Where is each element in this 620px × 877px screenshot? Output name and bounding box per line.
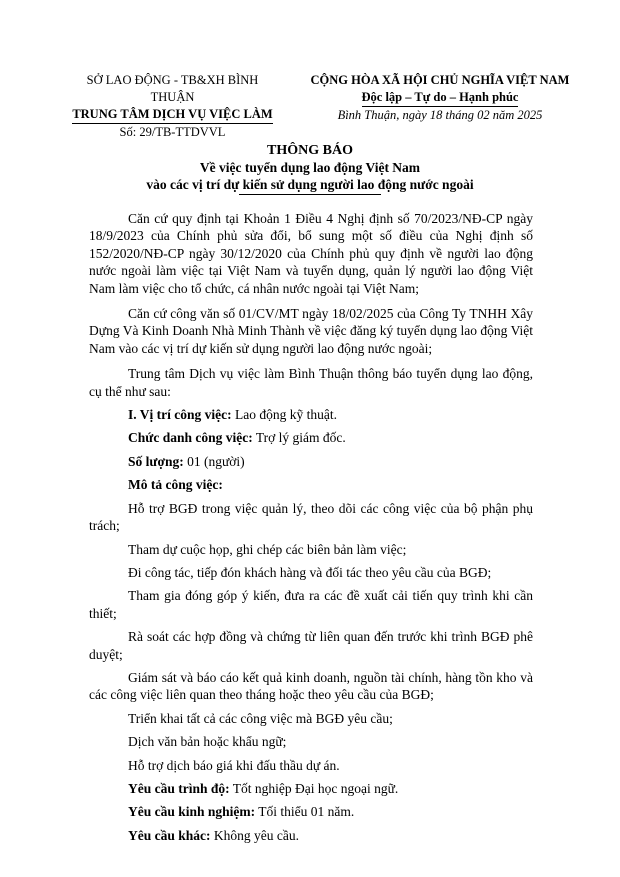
other-requirements-label: Yêu cầu khác: [128, 827, 211, 843]
task-item: Đi công tác, tiếp đón khách hàng và đối tác theo yêu cầu của BGĐ; [128, 564, 492, 580]
issuer-center [70, 106, 275, 124]
document-date: Bình Thuận, ngày 18 tháng 02 năm 2025 [337, 108, 543, 122]
job-title-value: Trợ lý giám đốc. [252, 430, 346, 446]
experience-line [89, 803, 533, 820]
job-title-label: Chức danh công việc: [128, 430, 253, 446]
task-item: Dịch văn bản hoặc khẩu ngữ; [128, 734, 287, 750]
document-body [89, 210, 533, 844]
quantity-label: Số lượng: [128, 453, 184, 469]
issuer-center-text: TRUNG TÂM DỊCH VỤ VIỆC LÀM [72, 106, 272, 124]
position-line [89, 406, 533, 423]
document-header [70, 72, 580, 139]
description-line [89, 476, 533, 493]
national-motto-block [292, 72, 588, 124]
issuer-department: SỞ LAO ĐỘNG - TB&XH BÌNH THUẬN [86, 73, 259, 104]
task-item: Giám sát và báo cáo kết quả kinh doanh, nguồn tài chính, hàng tồn kho và các công việc liên quan theo tháng hoặc theo yêu cầu của BGĐ; [89, 669, 533, 703]
education-line [89, 780, 533, 797]
education-value: Tốt nghiệp Đại học ngoại ngữ. [229, 780, 399, 796]
experience-label: Yêu cầu kinh nghiệm: [128, 804, 256, 820]
country-name: CỘNG HÒA XÃ HỘI CHỦ NGHĨA VIỆT NAM [310, 73, 570, 87]
document-subtitle-line2: vào các vị trí dự kiến sử dụng người lao động nước ngoài [146, 177, 474, 192]
job-title-line [89, 429, 533, 446]
document-number: Số: 29/TB-TTDVVL [119, 125, 226, 139]
title-divider [239, 194, 381, 195]
task-item: Triển khai tất cả các công việc mà BGĐ yêu cầu; [128, 710, 393, 726]
experience-value: Tối thiểu 01 năm. [255, 804, 355, 820]
motto-text: Độc lập – Tự do – Hạnh phúc [362, 89, 519, 107]
task-item: Hỗ trợ dịch báo giá khi đấu thầu dự án. [128, 757, 340, 773]
task-item: Hỗ trợ BGĐ trong việc quản lý, theo dõi các công việc của bộ phận phụ trách; [89, 500, 533, 534]
position-label: I. Vị trí công việc: [128, 407, 232, 423]
quantity-line [89, 453, 533, 470]
task-item: Tham dự cuộc họp, ghi chép các biên bản làm việc; [128, 541, 407, 557]
other-requirements-value: Không yêu cầu. [210, 827, 299, 843]
task-item: Rà soát các hợp đồng và chứng từ liên quan đến trước khi trình BGĐ phê duyệt; [89, 629, 533, 662]
position-value: Lao động kỹ thuật. [231, 407, 337, 423]
issuer-block [70, 72, 275, 141]
motto [292, 89, 588, 107]
document-subtitle-line1: Về việc tuyển dụng lao động Việt Nam [199, 160, 421, 175]
title-block [86, 142, 534, 195]
description-label: Mô tả công việc: [128, 477, 223, 493]
other-requirements-line [89, 827, 533, 844]
document-title: THÔNG BÁO [267, 143, 353, 158]
task-item: Tham gia đóng góp ý kiến, đưa ra các đề xuất cải tiến quy trình khi cần thiết; [89, 588, 533, 621]
quantity-value: 01 (người) [183, 453, 245, 469]
paragraph-legal-basis-1: Căn cứ quy định tại Khoản 1 Điều 4 Nghị định số 70/2023/NĐ-CP ngày 18/9/2023 của Chính phủ sửa đổi, bổ sung một số điều của Nghị định số 152/2020/NĐ-CP ngày 30/12/2020 của Chính phủ quy định về người lao động nước ngoài làm việc tại Việt Nam và tuyển dụng, quản lý người lao động Việt Nam làm việc cho tổ chức, cá nhân nước ngoài tại Việt Nam; [89, 211, 533, 296]
paragraph-announcement: Trung tâm Dịch vụ việc làm Bình Thuận thông báo tuyển dụng lao động, cụ thể như sau: [89, 366, 533, 399]
education-label: Yêu cầu trình độ: [128, 780, 230, 796]
paragraph-legal-basis-2: Căn cứ công văn số 01/CV/MT ngày 18/02/2025 của Công Ty TNHH Xây Dựng Và Kinh Doanh Nhà Minh Thành về việc đăng ký tuyển dụng lao động Việt Nam vào các vị trí dự kiến sử dụng người lao động nước ngoài; [89, 306, 533, 356]
